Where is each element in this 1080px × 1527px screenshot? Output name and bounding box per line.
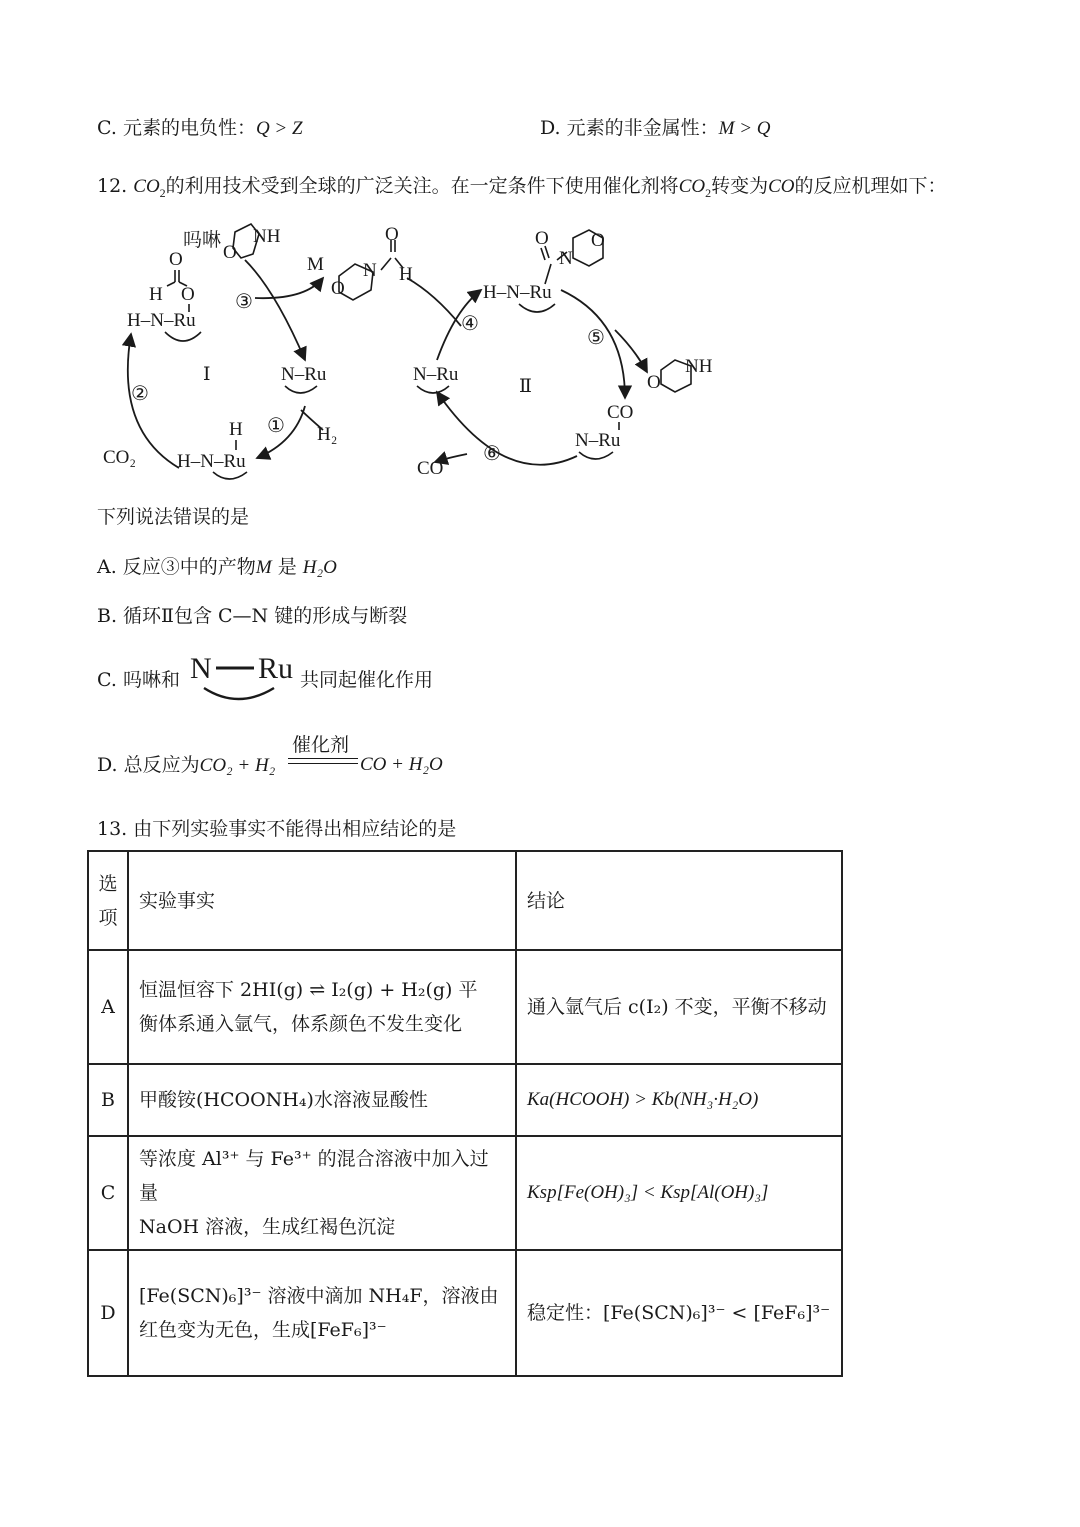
table-row [88, 1064, 842, 1136]
option-label: D. 元素的非金属性： [540, 117, 719, 139]
cycle-1-label: Ⅰ [203, 364, 211, 385]
ru-h: H [229, 419, 243, 440]
row-conclusion: 稳定性：[Fe(SCN)₆]³⁻ < [FeF₆]³⁻ [516, 1250, 842, 1376]
question-12-prompt: 下列说法错误的是 [97, 506, 250, 528]
row-fact: 等浓度 Al³⁺ 与 Fe³⁺ 的混合溶液中加入过量 NaOH 溶液，生成红褐色沉淀 [128, 1136, 516, 1250]
carbamoyl-o: O [535, 228, 549, 249]
formamide-co: O [385, 224, 399, 245]
n-ru-bonds [190, 652, 300, 702]
row-option: A [88, 950, 128, 1064]
n-ru-co: N–Ru [575, 430, 621, 451]
morpholine-label: 吗啉 [183, 230, 222, 251]
hn-ru-complex-1: H–N–Ru [127, 310, 196, 331]
hn-ru-complex-3: H–N–Ru [483, 282, 552, 303]
table-row [88, 1250, 842, 1376]
morpholine-2-nh: NH [685, 356, 713, 377]
row-fact: 恒温恒容下 2HI(g) ⇌ I₂(g) + H₂(g) 平 衡体系通入氩气，体系颜色不发生变化 [128, 950, 516, 1064]
option-c-electronegativity [97, 116, 303, 141]
mechanism-svg [95, 220, 735, 500]
row-conclusion: Ka(HCOOH) > Kb(NH₃·H₂O) [516, 1064, 842, 1136]
formamide-o: O [331, 278, 345, 299]
table-row [88, 950, 842, 1064]
row-option: D [88, 1250, 128, 1376]
reaction-mechanism-diagram [95, 220, 735, 500]
option-label: C. 元素的电负性： [97, 117, 256, 139]
formamide-h: H [399, 264, 413, 285]
header-conclusion: 结论 [516, 851, 842, 950]
option-d-rhs: CO + H₂O [360, 754, 443, 775]
carbonyl-o: O [169, 249, 183, 270]
n-ru-1: N–Ru [281, 364, 327, 385]
option-a: A. 反应③中的产物M 是 H₂O [97, 556, 337, 578]
step-2: ② [131, 383, 149, 405]
option-d-nonmetallicity [540, 116, 771, 141]
catalyst-equals [288, 730, 360, 770]
h2-input: H₂ [317, 424, 338, 445]
question-number: 12. [97, 175, 128, 197]
formate-h: H [149, 284, 163, 305]
step-4: ④ [461, 313, 479, 335]
table-row [88, 1136, 842, 1250]
morpholine-o: O [223, 242, 237, 263]
cycle-2-label: Ⅱ [519, 376, 532, 397]
co-ligand: CO [607, 402, 634, 423]
carbamoyl-ring-o: O [591, 230, 605, 251]
hn-ru-complex-2: H–N–Ru [177, 451, 246, 472]
experiment-table [87, 850, 843, 1377]
header-option: 选项 [88, 851, 128, 950]
morpholine-2-o: O [647, 372, 661, 393]
option-c: C. 吗啉和 [97, 669, 180, 691]
step-1: ① [267, 415, 285, 437]
table-header-row [88, 851, 842, 950]
row-option: B [88, 1064, 128, 1136]
step-6: ⑥ [483, 443, 501, 465]
option-d: D. 总反应为CO₂ + H₂ [97, 754, 276, 776]
question-12-stem [97, 174, 947, 205]
row-fact: [Fe(SCN)₆]³⁻ 溶液中滴加 NH₄F，溶液由 红色变为无色，生成[FeF₆]³⁻ [128, 1250, 516, 1376]
co-output: CO [417, 458, 444, 479]
stem-text-2: 转变为 [711, 175, 769, 197]
co2-formula: $CO_2$ [133, 176, 166, 200]
option-c-tail: 共同起催化作用 [300, 669, 434, 691]
question-13-title: 13. 由下列实验事实不能得出相应结论的是 [97, 818, 457, 840]
row-conclusion: Ksp[Fe(OH)₃] < Ksp[Al(OH)₃] [516, 1136, 842, 1250]
n-ru-catalyst-symbol [190, 652, 300, 702]
option-formula: M > Q [718, 118, 771, 139]
carbamoyl-n: N [559, 248, 573, 269]
row-option: C [88, 1136, 128, 1250]
product-m: M [307, 254, 324, 275]
option-formula: Q > Z [255, 118, 303, 139]
formamide-n: N [363, 260, 377, 281]
n-ru-2: N–Ru [413, 364, 459, 385]
row-conclusion: 通入氩气后 c(I₂) 不变，平衡不移动 [516, 950, 842, 1064]
symbol-ru: Ru [258, 652, 294, 685]
stem-text-3: 的反应机理如下： [794, 175, 947, 197]
morpholine-nh: NH [253, 226, 281, 247]
catalyst-label: 催化剂 [292, 734, 350, 756]
header-fact: 实验事实 [128, 851, 516, 950]
option-b: B. 循环Ⅱ包含 C—N 键的形成与断裂 [97, 605, 408, 627]
formate-o: O [181, 284, 195, 305]
step-5: ⑤ [587, 327, 605, 349]
co-formula: CO [768, 176, 795, 197]
symbol-n: N [190, 652, 212, 685]
step-3: ③ [235, 291, 253, 313]
stem-text-1: 的利用技术受到全球的广泛关注。在一定条件下使用催化剂将 [165, 175, 679, 197]
co2-input: CO₂ [103, 447, 137, 468]
co2-formula: $CO_2$ [678, 176, 712, 200]
row-fact: 甲酸铵(HCOONH₄)水溶液显酸性 [128, 1064, 516, 1136]
